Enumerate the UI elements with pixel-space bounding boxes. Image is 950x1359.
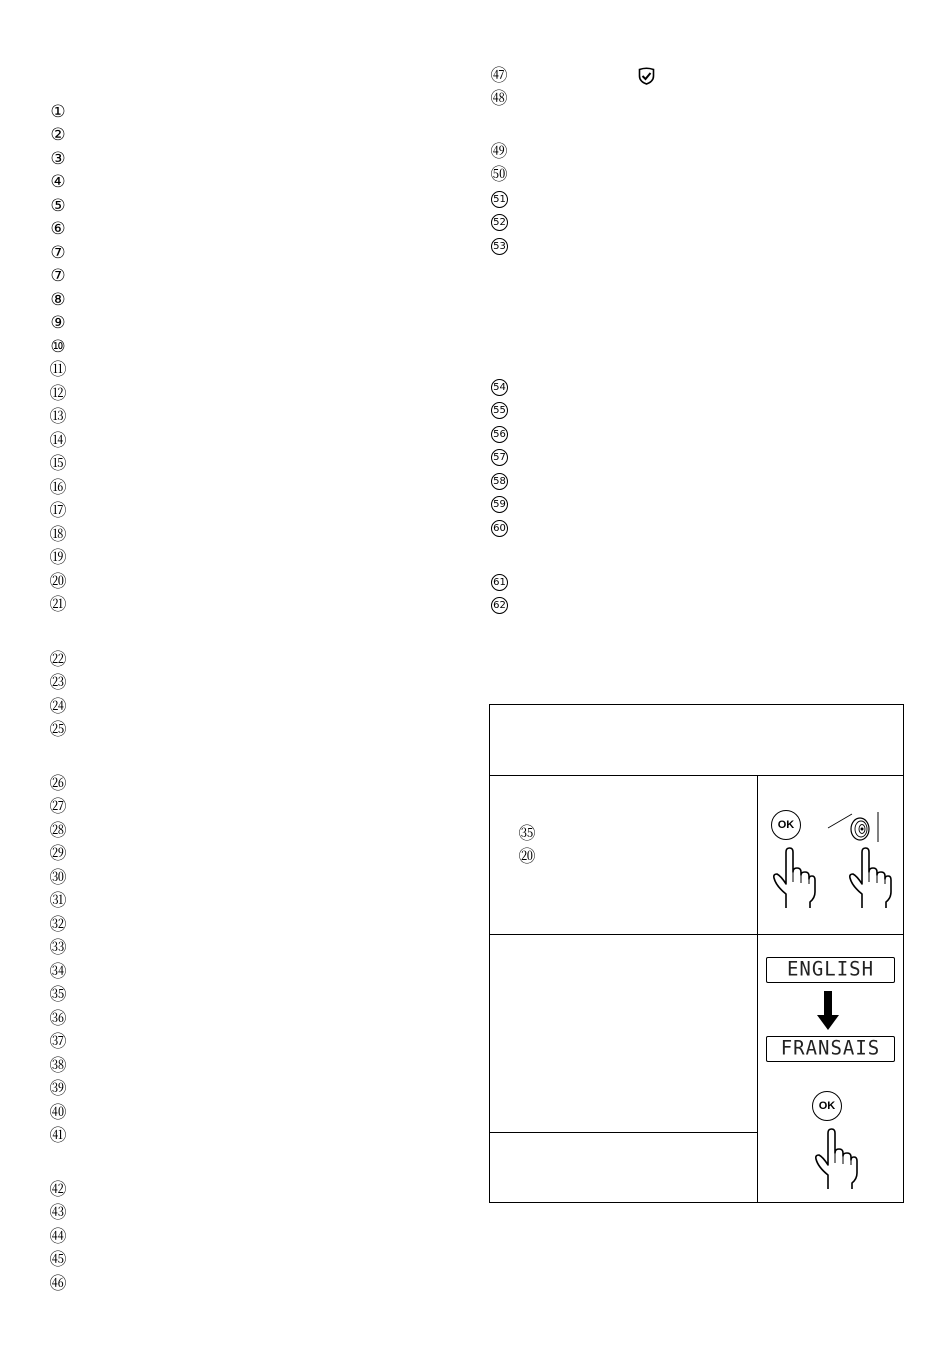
reference-number: ㊺ xyxy=(49,1250,67,1270)
reference-number xyxy=(491,520,508,537)
reference-number: ㊼ xyxy=(490,66,508,86)
reference-number: ⑦ xyxy=(50,266,66,286)
reference-number: ⑩ xyxy=(50,337,66,357)
reference-number: ㊷ xyxy=(49,1180,67,1200)
reference-number: ㉚ xyxy=(49,868,67,888)
reference-number: ㉕ xyxy=(49,720,67,740)
reference-number-label: 56 xyxy=(493,429,506,440)
reference-number xyxy=(491,191,508,208)
reference-number: ㉜ xyxy=(49,915,67,935)
reference-number: ㊽ xyxy=(490,89,508,109)
display-english xyxy=(766,957,895,983)
reference-number: ㊻ xyxy=(49,1274,67,1294)
reference-number: ㊹ xyxy=(49,1227,67,1247)
divider xyxy=(489,775,904,776)
divider xyxy=(489,934,904,935)
reference-number: ㉟ xyxy=(49,985,67,1005)
reference-number-label: 60 xyxy=(493,523,506,534)
dial-knob-icon xyxy=(826,812,882,844)
display-francais xyxy=(766,1036,895,1062)
down-arrow-icon xyxy=(816,991,840,1031)
reference-number-label: 53 xyxy=(493,241,506,252)
reference-number: ④ xyxy=(50,172,66,192)
reference-number: ㉔ xyxy=(49,697,67,717)
reference-number: ㊲ xyxy=(49,1032,67,1052)
reference-number: ㉖ xyxy=(49,774,67,794)
reference-number-label: 57 xyxy=(493,452,506,463)
reference-number xyxy=(491,379,508,396)
reference-number-label: 61 xyxy=(493,577,506,588)
reference-number: ② xyxy=(50,125,66,145)
reference-number xyxy=(491,473,508,490)
display-english-text: ENGLISH xyxy=(786,957,875,981)
reference-number: ㉙ xyxy=(49,844,67,864)
reference-number-label: 55 xyxy=(493,405,506,416)
reference-number: ㉝ xyxy=(49,938,67,958)
reference-number: ⑫ xyxy=(49,384,67,404)
reference-number xyxy=(491,238,508,255)
reference-number: ⑯ xyxy=(49,478,67,498)
pointing-hand-icon xyxy=(770,846,816,910)
reference-number: ㉓ xyxy=(49,673,67,693)
divider xyxy=(489,1132,757,1133)
reference-number: ㊵ xyxy=(49,1103,67,1123)
reference-number xyxy=(491,402,508,419)
reference-number: ㊶ xyxy=(49,1126,67,1146)
reference-number-label: 59 xyxy=(493,499,506,510)
reference-number: ① xyxy=(50,102,66,122)
reference-number: ㉗ xyxy=(49,797,67,817)
reference-number: ㊸ xyxy=(49,1203,67,1223)
reference-number xyxy=(491,597,508,614)
reference-number-label: 52 xyxy=(493,217,506,228)
reference-number-label: 58 xyxy=(493,476,506,487)
reference-number: ⑳ xyxy=(49,572,67,592)
reference-number xyxy=(491,214,508,231)
reference-number: ⑮ xyxy=(49,454,67,474)
reference-number: ⑦ xyxy=(50,243,66,263)
reference-number: ㊱ xyxy=(49,1009,67,1029)
reference-number: ㊿ xyxy=(490,165,508,185)
reference-number: ⑥ xyxy=(50,219,66,239)
step-ref-20: ⑳ xyxy=(518,847,536,867)
reference-number: ⑧ xyxy=(50,290,66,310)
display-francais-text: FRANSAIS xyxy=(780,1036,881,1060)
ok-button-icon: OK xyxy=(771,810,801,840)
shield-check-icon xyxy=(638,67,655,85)
reference-number: ⑭ xyxy=(49,431,67,451)
pointing-hand-icon xyxy=(812,1127,858,1191)
reference-number-label: 54 xyxy=(493,382,506,393)
reference-number: ⑰ xyxy=(49,501,67,521)
reference-number: ㊾ xyxy=(490,142,508,162)
divider xyxy=(757,775,758,1203)
reference-number: ㉑ xyxy=(49,595,67,615)
reference-number xyxy=(491,449,508,466)
reference-number: ㊳ xyxy=(49,1056,67,1076)
pointing-hand-icon xyxy=(846,846,892,910)
reference-number: ㉒ xyxy=(49,650,67,670)
step-ref-35: ㉟ xyxy=(518,824,536,844)
ok-button-icon: OK xyxy=(812,1091,842,1121)
reference-number: ⑱ xyxy=(49,525,67,545)
reference-number: ⑤ xyxy=(50,196,66,216)
reference-number xyxy=(491,426,508,443)
reference-number: ⑲ xyxy=(49,548,67,568)
reference-number: ③ xyxy=(50,149,66,169)
reference-number xyxy=(491,496,508,513)
reference-number: ㉘ xyxy=(49,821,67,841)
reference-number: ⑨ xyxy=(50,313,66,333)
reference-number xyxy=(491,574,508,591)
reference-number-label: 62 xyxy=(493,600,506,611)
reference-number-label: 51 xyxy=(493,194,506,205)
reference-number: ㉛ xyxy=(49,891,67,911)
reference-number: ㉞ xyxy=(49,962,67,982)
reference-number: ㊴ xyxy=(49,1079,67,1099)
reference-number: ⑪ xyxy=(49,360,67,380)
reference-number: ⑬ xyxy=(49,407,67,427)
